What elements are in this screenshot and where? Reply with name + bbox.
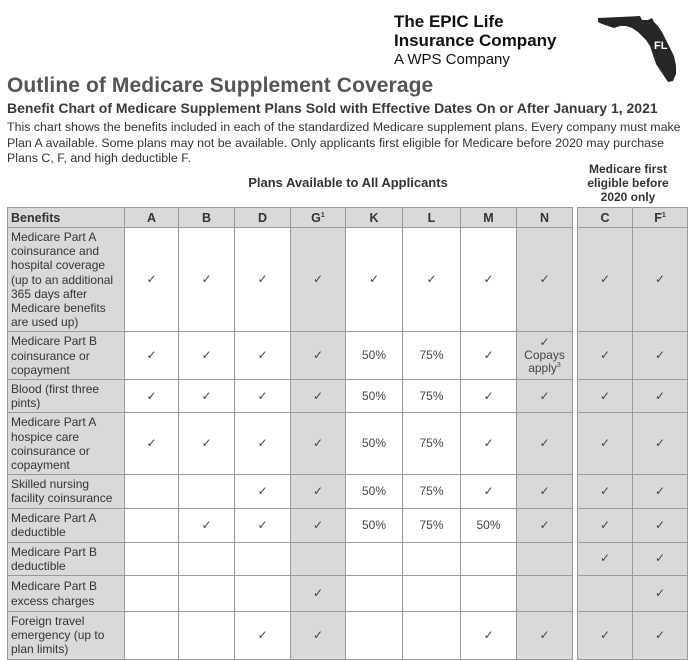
check-icon: ✓	[599, 517, 611, 532]
benefit-cell	[517, 413, 573, 475]
benefit-cell	[517, 228, 573, 332]
check-icon: ✓	[426, 272, 437, 287]
benefit-cell	[291, 380, 346, 413]
plan-label: D	[257, 210, 268, 225]
benefits-header: Benefits	[8, 208, 125, 228]
benefit-cell	[403, 576, 461, 612]
benefit-cell	[403, 542, 461, 575]
benefit-cell	[517, 475, 573, 508]
check-icon: ✓	[483, 436, 494, 451]
benefit-cell	[403, 612, 461, 660]
benefit-cell	[291, 475, 346, 508]
benefit-cell	[125, 508, 179, 542]
benefit-cell	[403, 508, 461, 542]
benefit-cell	[125, 380, 179, 413]
company-name	[394, 12, 557, 69]
benefit-cell	[179, 332, 235, 380]
benefit-cell	[403, 413, 461, 475]
benefit-cell	[235, 332, 291, 380]
benefit-cell	[578, 542, 633, 575]
benefit-cell	[633, 576, 688, 612]
check-icon: ✓	[312, 483, 324, 498]
benefit-cell	[179, 413, 235, 475]
check-icon: ✓	[257, 348, 268, 363]
cell-value: 50%	[361, 483, 387, 498]
check-icon: ✓	[257, 483, 268, 498]
check-icon: ✓	[654, 436, 666, 451]
check-icon: ✓	[146, 388, 157, 403]
plan-label: F	[654, 210, 662, 225]
benefit-cell	[125, 332, 179, 380]
benefit-cell	[633, 542, 688, 575]
benefit-cell	[578, 576, 633, 612]
benefit-label: Blood (first three pints)	[8, 380, 125, 413]
benefit-cell	[235, 475, 291, 508]
benefit-cell	[179, 508, 235, 542]
benefit-cell	[517, 380, 573, 413]
check-icon: ✓	[483, 388, 494, 403]
page-subtitle: Benefit Chart of Medicare Supplement Plans Sold with Effective Dates On or After January 1, 2021	[7, 100, 658, 116]
benefit-label: Medicare Part A coinsurance and hospital coverage (up to an additional 365 days after Medicare benefits are used up)	[8, 228, 125, 332]
benefit-cell	[346, 612, 403, 660]
benefit-cell	[291, 508, 346, 542]
plan-header	[517, 208, 573, 228]
check-icon: ✓	[201, 388, 212, 403]
benefit-label: Medicare Part B deductible	[8, 542, 125, 575]
table-row	[8, 413, 688, 475]
benefit-cell	[235, 542, 291, 575]
benefit-cell	[291, 228, 346, 332]
check-icon: ✓	[257, 272, 268, 287]
cell-value: 75%	[419, 517, 444, 532]
check-icon: ✓	[539, 272, 550, 287]
check-icon: ✓	[539, 335, 550, 350]
company-name-line2: Insurance Company	[394, 31, 557, 50]
check-icon: ✓	[654, 551, 666, 566]
benefit-cell	[346, 332, 403, 380]
plan-header	[291, 208, 346, 228]
check-icon: ✓	[599, 272, 611, 287]
plan-label: B	[201, 210, 212, 225]
check-icon: ✓	[599, 388, 611, 403]
benefit-cell	[633, 612, 688, 660]
state-label: FL	[654, 40, 668, 52]
check-icon: ✓	[654, 517, 666, 532]
check-icon: ✓	[539, 627, 550, 642]
check-icon: ✓	[201, 436, 212, 451]
benefit-cell	[125, 413, 179, 475]
benefit-cell	[291, 413, 346, 475]
benefit-cell	[346, 413, 403, 475]
benefit-cell	[578, 380, 633, 413]
copay-note-footnote: 3	[556, 362, 561, 370]
company-subtitle: A WPS Company	[394, 51, 510, 68]
table-body	[8, 228, 688, 660]
benefit-label: Skilled nursing facility coinsurance	[8, 475, 125, 508]
check-icon: ✓	[146, 348, 157, 363]
benefit-cell	[235, 228, 291, 332]
check-icon: ✓	[654, 586, 666, 601]
check-icon: ✓	[257, 627, 268, 642]
benefit-label: Medicare Part A deductible	[8, 508, 125, 542]
cell-value: 50%	[476, 517, 501, 532]
check-icon: ✓	[654, 388, 666, 403]
cell-value: 50%	[361, 517, 387, 532]
benefit-cell	[633, 380, 688, 413]
plan-header	[461, 208, 517, 228]
benefit-cell	[517, 576, 573, 612]
check-icon: ✓	[146, 436, 157, 451]
check-icon: ✓	[654, 348, 666, 363]
table-row	[8, 612, 688, 660]
table-header-row	[8, 208, 688, 228]
benefit-cell	[578, 475, 633, 508]
benefit-label: Medicare Part B excess charges	[8, 576, 125, 612]
check-icon: ✓	[201, 517, 212, 532]
check-icon: ✓	[312, 348, 324, 363]
plan-label: C	[600, 210, 610, 225]
copay-note-text: Copays apply	[524, 348, 565, 376]
check-icon: ✓	[483, 348, 494, 363]
plans-available-heading: Plans Available to All Applicants	[248, 175, 448, 190]
check-icon: ✓	[257, 388, 268, 403]
benefit-cell	[235, 612, 291, 660]
benefit-cell	[179, 475, 235, 508]
plan-header	[346, 208, 403, 228]
benefit-cell	[125, 228, 179, 332]
benefit-cell	[291, 576, 346, 612]
plan-label: L	[427, 210, 436, 225]
benefit-cell	[125, 542, 179, 575]
check-icon: ✓	[312, 436, 324, 451]
check-icon: ✓	[312, 627, 324, 642]
benefit-cell	[461, 332, 517, 380]
benefit-label: Foreign travel emergency (up to plan limits)	[8, 612, 125, 660]
benefit-cell	[179, 228, 235, 332]
intro-paragraph: This chart shows the benefits included in each of the standardized Medicare supplement plans. Every company must make Plan A available. Some plans may not be available. Only applicants first eligible for Medicare before 2020 may purchase Plans C, F, and high deductible F.	[7, 120, 681, 166]
benefit-cell	[633, 228, 688, 332]
table-row	[8, 542, 688, 575]
plan-footnote: 1	[320, 211, 325, 219]
check-icon: ✓	[483, 483, 494, 498]
cell-value: 75%	[419, 436, 444, 451]
benefit-cell	[291, 332, 346, 380]
check-icon: ✓	[312, 388, 324, 403]
check-icon: ✓	[654, 627, 666, 642]
table-row	[8, 380, 688, 413]
benefit-cell	[346, 380, 403, 413]
benefit-cell	[461, 542, 517, 575]
cell-value: 50%	[361, 436, 387, 451]
benefit-cell	[125, 475, 179, 508]
table-row	[8, 508, 688, 542]
benefit-cell	[633, 508, 688, 542]
benefit-cell	[125, 612, 179, 660]
benefit-cell	[346, 228, 403, 332]
benefit-cell	[633, 475, 688, 508]
benefit-cell	[461, 576, 517, 612]
first-eligible-heading: Medicare first eligible before 2020 only	[587, 162, 669, 204]
check-icon: ✓	[539, 388, 550, 403]
check-icon: ✓	[312, 586, 324, 601]
check-icon: ✓	[539, 436, 550, 451]
benefit-cell	[461, 612, 517, 660]
check-icon: ✓	[654, 483, 666, 498]
plan-header	[179, 208, 235, 228]
benefit-cell	[291, 542, 346, 575]
benefit-cell	[346, 508, 403, 542]
company-name-line1: The EPIC Life	[394, 12, 504, 31]
benefit-cell	[517, 508, 573, 542]
benefit-cell	[633, 413, 688, 475]
check-icon: ✓	[312, 272, 324, 287]
benefit-cell	[517, 612, 573, 660]
benefit-cell	[291, 612, 346, 660]
benefit-cell	[461, 228, 517, 332]
cell-value: 75%	[419, 348, 444, 363]
plan-header	[633, 208, 688, 228]
benefit-cell	[461, 508, 517, 542]
check-icon: ✓	[483, 272, 494, 287]
plan-label: A	[146, 210, 157, 225]
check-icon: ✓	[257, 517, 268, 532]
benefit-cell	[235, 576, 291, 612]
benefit-cell	[179, 380, 235, 413]
table-row	[8, 228, 688, 332]
benefit-cell	[179, 576, 235, 612]
check-icon: ✓	[599, 483, 611, 498]
plan-header	[578, 208, 633, 228]
table-row	[8, 332, 688, 380]
benefit-cell	[403, 475, 461, 508]
benefit-cell	[403, 228, 461, 332]
check-icon: ✓	[599, 436, 611, 451]
plan-label: M	[483, 210, 494, 225]
page-title: Outline of Medicare Supplement Coverage	[7, 74, 434, 97]
florida-map-icon	[596, 12, 680, 84]
benefit-cell	[125, 576, 179, 612]
plan-header	[403, 208, 461, 228]
benefit-cell	[403, 380, 461, 413]
check-icon: ✓	[599, 627, 611, 642]
benefit-cell	[235, 508, 291, 542]
check-icon: ✓	[201, 272, 212, 287]
benefit-cell	[578, 228, 633, 332]
benefit-cell	[346, 542, 403, 575]
cell-value: 75%	[419, 388, 444, 403]
benefit-cell	[179, 612, 235, 660]
benefit-chart	[7, 207, 688, 660]
benefit-cell	[179, 542, 235, 575]
table-row	[8, 576, 688, 612]
check-icon: ✓	[368, 272, 380, 287]
table-row	[8, 475, 688, 508]
benefit-cell	[461, 413, 517, 475]
benefit-cell	[346, 475, 403, 508]
plan-label: K	[369, 210, 379, 225]
cell-value: 75%	[419, 483, 444, 498]
plan-footnote: 1	[661, 211, 666, 219]
cell-value: 50%	[361, 348, 387, 363]
benefit-label: Medicare Part A hospice care coinsurance or copayment	[8, 413, 125, 475]
benefit-cell	[633, 332, 688, 380]
plan-label: G	[311, 210, 321, 225]
benefit-table	[7, 207, 688, 660]
benefit-cell	[346, 576, 403, 612]
benefit-cell	[517, 542, 573, 575]
plan-header	[235, 208, 291, 228]
benefit-cell	[461, 475, 517, 508]
check-icon: ✓	[599, 348, 611, 363]
check-icon: ✓	[599, 551, 611, 566]
check-icon: ✓	[539, 483, 550, 498]
check-icon: ✓	[257, 436, 268, 451]
check-icon: ✓	[654, 272, 666, 287]
benefit-cell	[235, 380, 291, 413]
plan-header	[125, 208, 179, 228]
benefit-cell	[578, 413, 633, 475]
check-icon: ✓	[146, 272, 157, 287]
benefit-cell	[578, 508, 633, 542]
cell-value: 50%	[361, 388, 387, 403]
copay-note	[517, 349, 572, 375]
check-icon: ✓	[539, 517, 550, 532]
check-icon: ✓	[312, 517, 324, 532]
benefit-cell	[235, 413, 291, 475]
check-icon: ✓	[201, 348, 212, 363]
benefit-cell	[403, 332, 461, 380]
check-icon: ✓	[483, 627, 494, 642]
benefit-cell	[461, 380, 517, 413]
benefit-cell	[578, 612, 633, 660]
benefit-cell	[517, 332, 573, 380]
plan-label: N	[539, 210, 550, 225]
benefit-label: Medicare Part B coinsurance or copayment	[8, 332, 125, 380]
benefit-cell	[578, 332, 633, 380]
